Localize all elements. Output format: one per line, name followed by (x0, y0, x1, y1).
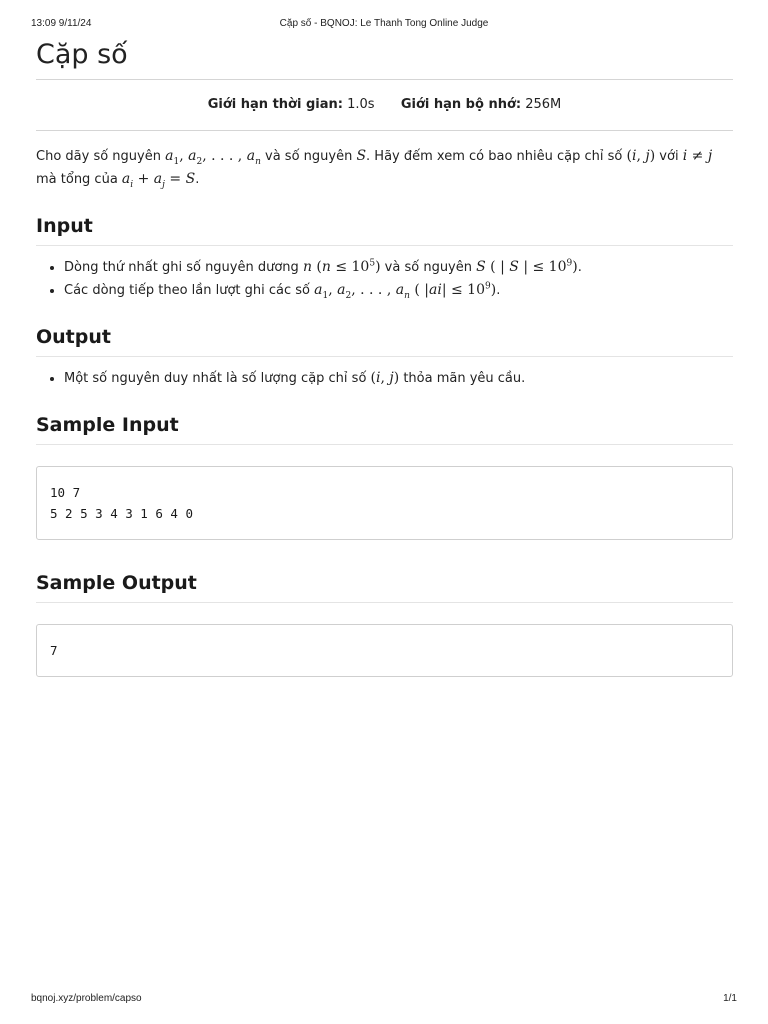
math-a-constraint: $a_1$, $a_2$, . . . , $a_n$ ( $|ai| \le 10^9$) (314, 281, 497, 301)
problem-limits (36, 80, 733, 130)
sample-output-code[interactable]: 7 (36, 624, 733, 677)
math-n-constraint: n $(n \le 10^5)$ (302, 258, 381, 275)
math-s: S (356, 148, 367, 164)
sample-output-heading: Sample Output (36, 570, 733, 603)
math-pair: (i, j) (626, 148, 656, 164)
problem-content (36, 36, 733, 677)
input-heading: Input (36, 213, 733, 246)
limits-divider (36, 130, 733, 131)
memory-limit-label: Giới hạn bộ nhớ: (400, 97, 522, 112)
math-s-constraint: S ( | S | ≤ $10^9$) (476, 258, 578, 275)
sample-input-code[interactable]: 10 7 5 2 5 3 4 3 1 6 4 0 (36, 466, 733, 540)
print-document-title: Cặp số - BQNOJ: Le Thanh Tong Online Judge (279, 18, 489, 29)
math-sum-equals-s: $a_i + a_j = S$ (121, 171, 196, 190)
math-pair: (i, j) (370, 370, 400, 386)
math-sequence: $a_1$, $a_2$, . . . , $a_n$ (165, 148, 261, 167)
memory-limit-value: 256M (525, 97, 562, 112)
output-heading: Output (36, 324, 733, 357)
print-page-number: 1/1 (723, 993, 737, 1004)
input-list (36, 256, 733, 302)
list-item: • Một số nguyên duy nhất là số lượng cặp chỉ số (i, j) thỏa mãn yêu cầu. (64, 367, 733, 390)
sample-input-heading: Sample Input (36, 412, 733, 445)
list-item: • Dòng thứ nhất ghi số nguyên dương n $(n \le 10^5)$ và số nguyên S ( | S | ≤ $10^9$). (64, 256, 733, 279)
time-limit-label: Giới hạn thời gian: (207, 97, 343, 112)
print-timestamp: 13:09 9/11/24 (31, 18, 92, 29)
output-list (36, 367, 733, 390)
problem-statement: Cho dãy số nguyên $a_1$, $a_2$, . . . , $a_n$ và số nguyên S. Hãy đếm xem có bao nhiêu cặp chỉ số (i, j) với i ≠ j mà tổng của $a_i + a_j = S$. (36, 148, 713, 190)
math-i-neq-j: i ≠ j (682, 148, 713, 164)
list-item: • Các dòng tiếp theo lần lượt ghi các số $a_1$, $a_2$, . . . , $a_n$ ( $|ai| \le 10^9$). (64, 279, 733, 302)
print-header (31, 18, 737, 32)
print-url: bqnoj.xyz/problem/capso (31, 993, 142, 1004)
time-limit-value: 1.0s (347, 97, 375, 112)
print-footer (31, 993, 737, 1007)
page-title: Cặp số (36, 39, 128, 70)
